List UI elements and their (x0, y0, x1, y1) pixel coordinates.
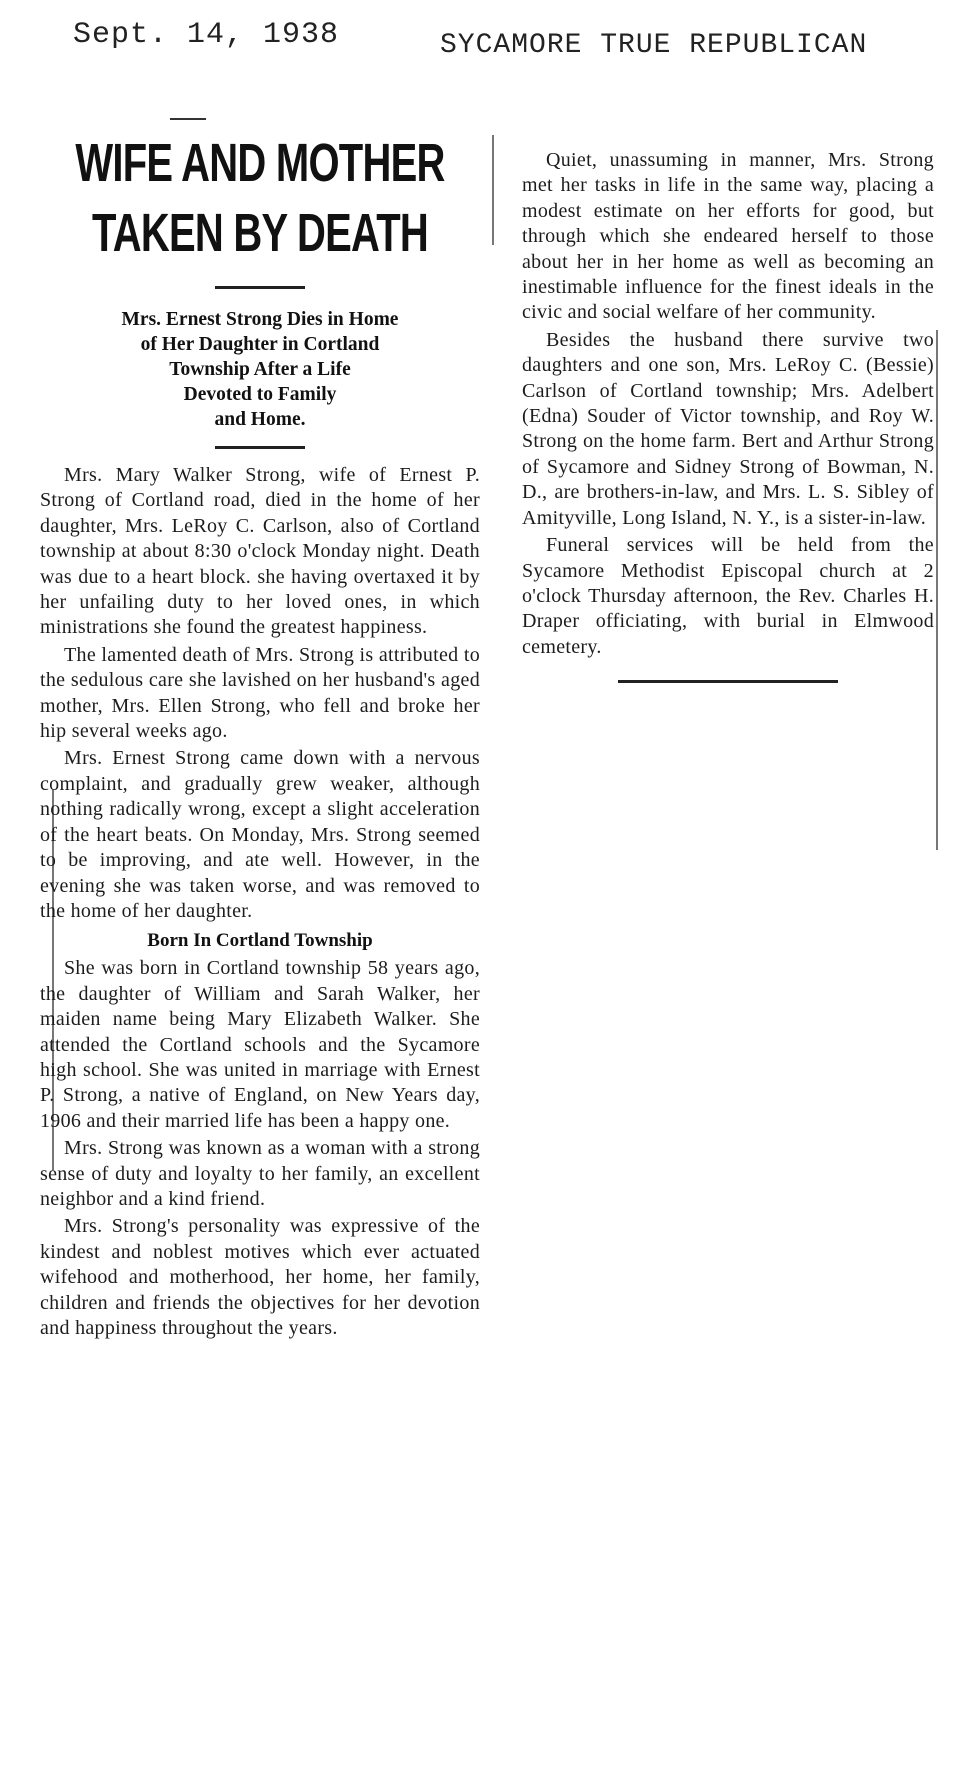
article-paragraph: Mrs. Strong's personality was expressive of the kindest and noblest motives which ever actuated wifehood and motherhood, her home, her family, children and friends the objectives for her devotion and happiness throughout the years. (40, 1215, 480, 1339)
article-paragraph: The lamented death of Mrs. Strong is attributed to the sedulous care she lavished on her husband's aged mother, Mrs. Ellen Strong, who fell and broke her hip several weeks ago. (40, 643, 480, 743)
article-paragraph: Mrs. Strong was known as a woman with a strong sense of duty and loyalty to her family, an excellent neighbor and a kind friend. (40, 1137, 480, 1210)
article-paragraph: She was born in Cortland township 58 years ago, the daughter of William and Sarah Walker, her maiden name being Mary Elizabeth Walker. She attended the Cortland schools and the Sycamore high school. She was united in marriage with Ernest P. Strong, a native of England, on New Years day, 1906 and their married life has been a happy one. (40, 957, 480, 1132)
headline-line: WIFE AND MOTHER (75, 133, 445, 193)
right-edge-rule (936, 330, 938, 850)
article-body-left (40, 463, 480, 1341)
article-paragraph: Mrs. Ernest Strong came down with a nervous complaint, and gradually grew weaker, although nothing radically wrong, except a slight acceleration of the heart beats. On Monday, Mrs. Strong seemed to be improving, and ate well. However, in the evening she was taken worse, and was removed to the home of her daughter. (40, 747, 480, 922)
subhead (44, 307, 476, 432)
article-paragraph: Mrs. Mary Walker Strong, wife of Ernest P. Strong of Cortland road, died in the home of her daughter, Mrs. LeRoy C. Carlson, also of Cortland township at about 8:30 o'clock Monday night. Death was due to a heart block. she having overtaxed it by her unfailing duty to her loved ones, in which ministrations she found the greatest happiness. (40, 464, 480, 639)
subhead-line: of Her Daughter in Cortland (140, 334, 380, 355)
headline (38, 128, 482, 268)
left-column (40, 128, 480, 1343)
headline-rule (215, 286, 305, 289)
article-paragraph: Quiet, unassuming in manner, Mrs. Strong met her tasks in life in the same way, placing a modest estimate on her efforts for good, but through which she endeared herself to those about her in her home as well as becoming an inestimable influence for the finest ideals in the civic and social welfare of her community. (522, 149, 934, 324)
section-heading: Born In Cortland Township (147, 930, 373, 952)
article-body-right (522, 148, 934, 660)
end-rule (618, 680, 838, 683)
headline-line: TAKEN BY DEATH (92, 203, 428, 263)
newspaper-name: SYCAMORE TRUE REPUBLICAN (440, 30, 868, 61)
top-rule (170, 118, 206, 120)
subhead-line: Mrs. Ernest Strong Dies in Home (121, 309, 399, 330)
subhead-line: and Home. (214, 409, 306, 430)
article-paragraph: Besides the husband there survive two daughters and one son, Mrs. LeRoy C. (Bessie) Carlson of Cortland township; Mrs. Adelbert (Edna) Souder of Victor township, and Roy W. Strong on the home farm. Bert and Arthur Strong of Sycamore and Sidney Strong of Bowman, N. D., are brothers-in-law, and Mrs. L. S. Sibley of Amityville, Long Island, N. Y., is a sister-in-law. (522, 328, 934, 529)
right-column (522, 148, 934, 683)
clipping-date: Sept. 14, 1938 (73, 18, 340, 52)
article-paragraph: Funeral services will be held from the Sycamore Methodist Episcopal church at 2 o'clock Thursday afternoon, the Rev. Charles H. Draper officiating, with burial in Elmwood cemetery. (522, 534, 934, 658)
subhead-rule (215, 446, 305, 449)
column-divider (492, 135, 494, 245)
subhead-line: Devoted to Family (183, 384, 337, 405)
subhead-line: Township After a Life (169, 359, 351, 380)
